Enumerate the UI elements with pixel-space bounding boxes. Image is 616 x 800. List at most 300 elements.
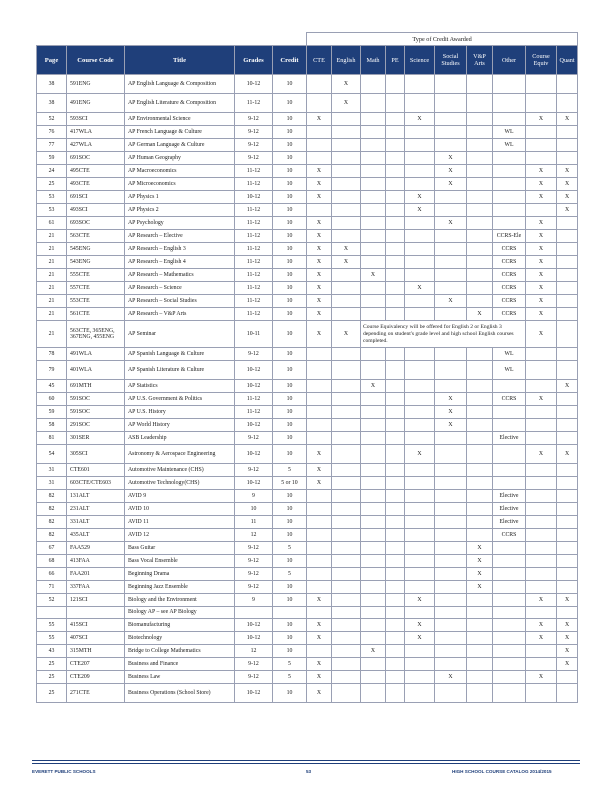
equiv-cell: X — [526, 243, 557, 256]
grades-cell: 9-12 — [235, 581, 273, 594]
table-row — [37, 529, 578, 542]
cte-cell: X — [307, 477, 332, 490]
cte-cell: X — [307, 295, 332, 308]
vp-arts-cell — [467, 406, 493, 419]
code-cell: 331ALT — [67, 516, 125, 529]
quant-cell — [557, 321, 578, 348]
equiv-cell — [526, 529, 557, 542]
title-cell: AP Spanish Language & Culture — [125, 348, 235, 361]
code-cell: 291SOC — [67, 419, 125, 432]
page-cell: 82 — [37, 503, 67, 516]
social-studies-cell — [435, 529, 467, 542]
page-cell: 31 — [37, 477, 67, 490]
vp-arts-cell — [467, 217, 493, 230]
english-cell — [332, 555, 361, 568]
equiv-cell — [526, 432, 557, 445]
science-cell — [405, 295, 435, 308]
page-cell: 21 — [37, 295, 67, 308]
science-cell — [405, 243, 435, 256]
credit-cell: 10 — [273, 516, 307, 529]
pe-cell — [386, 113, 405, 126]
pe-cell — [386, 282, 405, 295]
credit-cell: 10 — [273, 282, 307, 295]
table-row — [37, 152, 578, 165]
cte-cell — [307, 139, 332, 152]
credit-cell: 5 — [273, 671, 307, 684]
page-cell: 21 — [37, 308, 67, 321]
grades-cell: 11-12 — [235, 230, 273, 243]
science-cell — [405, 406, 435, 419]
pe-cell — [386, 594, 405, 607]
quant-cell — [557, 295, 578, 308]
cte-cell — [307, 94, 332, 113]
social-studies-cell — [435, 204, 467, 217]
page-cell: 55 — [37, 619, 67, 632]
table-row — [37, 516, 578, 529]
page-cell: 21 — [37, 269, 67, 282]
title-cell: AP Spanish Literature & Culture — [125, 361, 235, 380]
code-cell: 427WLA — [67, 139, 125, 152]
english-cell — [332, 230, 361, 243]
grades-cell: 11-12 — [235, 393, 273, 406]
english-cell — [332, 445, 361, 464]
grades-cell: 10-12 — [235, 75, 273, 94]
equiv-cell — [526, 503, 557, 516]
social-studies-cell: X — [435, 178, 467, 191]
social-studies-cell — [435, 191, 467, 204]
social-studies-cell — [435, 555, 467, 568]
grades-cell: 9-12 — [235, 671, 273, 684]
pe-cell — [386, 243, 405, 256]
table-row — [37, 432, 578, 445]
math-cell — [361, 529, 386, 542]
social-studies-cell: X — [435, 165, 467, 178]
science-cell — [405, 308, 435, 321]
science-cell: X — [405, 594, 435, 607]
code-cell: 305SCI — [67, 445, 125, 464]
page-cell: 21 — [37, 282, 67, 295]
cte-cell: X — [307, 594, 332, 607]
quant-cell — [557, 490, 578, 503]
social-studies-cell — [435, 684, 467, 703]
quant-cell — [557, 529, 578, 542]
grades-cell: 11-12 — [235, 282, 273, 295]
code-cell: 553CTE — [67, 295, 125, 308]
other-cell — [493, 165, 526, 178]
social-studies-cell — [435, 516, 467, 529]
math-cell — [361, 348, 386, 361]
column-header-course-code: Course Code — [67, 46, 125, 75]
page-cell: 38 — [37, 75, 67, 94]
social-studies-cell — [435, 490, 467, 503]
grades-cell: 10-12 — [235, 684, 273, 703]
grades-cell: 10-12 — [235, 445, 273, 464]
pe-cell — [386, 619, 405, 632]
title-cell: Biology AP – see AP Biology — [125, 607, 235, 619]
table-row — [37, 230, 578, 243]
english-cell — [332, 282, 361, 295]
column-header-course-equiv: Course Equiv — [526, 46, 557, 75]
page-cell: 25 — [37, 178, 67, 191]
english-cell — [332, 632, 361, 645]
cte-cell: X — [307, 191, 332, 204]
credit-cell: 10 — [273, 94, 307, 113]
grades-cell: 9-12 — [235, 658, 273, 671]
math-cell — [361, 113, 386, 126]
quant-cell — [557, 256, 578, 269]
credit-cell: 10 — [273, 406, 307, 419]
credit-cell: 10 — [273, 594, 307, 607]
science-cell — [405, 671, 435, 684]
grades-cell: 11-12 — [235, 295, 273, 308]
other-cell — [493, 671, 526, 684]
english-cell: X — [332, 94, 361, 113]
table-row — [37, 464, 578, 477]
english-cell — [332, 477, 361, 490]
equiv-cell — [526, 684, 557, 703]
credit-cell: 10 — [273, 555, 307, 568]
grades-cell: 9-12 — [235, 542, 273, 555]
pe-cell — [386, 419, 405, 432]
other-cell: CCRS — [493, 256, 526, 269]
vp-arts-cell — [467, 139, 493, 152]
cte-cell: X — [307, 230, 332, 243]
table-row — [37, 632, 578, 645]
pe-cell — [386, 269, 405, 282]
column-header-vp-arts: V&P Arts — [467, 46, 493, 75]
vp-arts-cell: X — [467, 555, 493, 568]
grades-cell: 11-12 — [235, 256, 273, 269]
quant-cell — [557, 94, 578, 113]
page-cell: 77 — [37, 139, 67, 152]
english-cell — [332, 217, 361, 230]
cte-cell — [307, 152, 332, 165]
code-cell: 301SER — [67, 432, 125, 445]
quant-cell — [557, 282, 578, 295]
cte-cell — [307, 432, 332, 445]
math-cell — [361, 282, 386, 295]
code-cell: 691SOC — [67, 152, 125, 165]
english-cell — [332, 361, 361, 380]
grades-cell: 10-12 — [235, 191, 273, 204]
pe-cell — [386, 308, 405, 321]
quant-cell: X — [557, 632, 578, 645]
code-cell: 591ENG — [67, 75, 125, 94]
code-cell: 337FAA — [67, 581, 125, 594]
equiv-cell: X — [526, 230, 557, 243]
vp-arts-cell: X — [467, 308, 493, 321]
grades-cell: 9 — [235, 490, 273, 503]
social-studies-cell — [435, 256, 467, 269]
credit-cell: 10 — [273, 503, 307, 516]
cte-cell — [307, 503, 332, 516]
code-cell: 415SCI — [67, 619, 125, 632]
quant-cell — [557, 139, 578, 152]
science-cell — [405, 529, 435, 542]
quant-cell: X — [557, 445, 578, 464]
grades-cell: 10-12 — [235, 632, 273, 645]
other-cell — [493, 607, 526, 619]
equiv-cell — [526, 568, 557, 581]
math-cell — [361, 419, 386, 432]
table-row — [37, 178, 578, 191]
page-cell: 67 — [37, 542, 67, 555]
code-cell: 131ALT — [67, 490, 125, 503]
english-cell — [332, 295, 361, 308]
quant-cell — [557, 308, 578, 321]
math-cell — [361, 555, 386, 568]
math-cell — [361, 126, 386, 139]
cte-cell — [307, 380, 332, 393]
pe-cell — [386, 529, 405, 542]
science-cell — [405, 126, 435, 139]
science-cell — [405, 230, 435, 243]
title-cell: Bass Guitar — [125, 542, 235, 555]
cte-cell: X — [307, 178, 332, 191]
science-cell — [405, 393, 435, 406]
english-cell — [332, 658, 361, 671]
english-cell — [332, 126, 361, 139]
code-cell: 491WLA — [67, 348, 125, 361]
title-cell: AP Research – Social Studies — [125, 295, 235, 308]
credit-cell: 10 — [273, 348, 307, 361]
quant-cell — [557, 269, 578, 282]
science-cell — [405, 94, 435, 113]
english-cell — [332, 380, 361, 393]
science-cell — [405, 477, 435, 490]
math-cell — [361, 464, 386, 477]
page-cell: 81 — [37, 432, 67, 445]
vp-arts-cell — [467, 75, 493, 94]
other-cell — [493, 542, 526, 555]
grades-cell: 9-12 — [235, 348, 273, 361]
quant-cell: X — [557, 113, 578, 126]
column-header-science: Science — [405, 46, 435, 75]
code-cell: 691MTH — [67, 380, 125, 393]
equiv-cell — [526, 126, 557, 139]
equiv-cell: X — [526, 594, 557, 607]
science-cell — [405, 432, 435, 445]
quant-cell: X — [557, 204, 578, 217]
equiv-cell: X — [526, 308, 557, 321]
title-cell: AP Psychology — [125, 217, 235, 230]
english-cell — [332, 619, 361, 632]
equiv-cell — [526, 645, 557, 658]
cte-cell — [307, 490, 332, 503]
pe-cell — [386, 477, 405, 490]
other-cell — [493, 191, 526, 204]
credit-cell: 10 — [273, 645, 307, 658]
pe-cell — [386, 581, 405, 594]
math-cell: X — [361, 269, 386, 282]
science-cell — [405, 658, 435, 671]
cte-cell — [307, 645, 332, 658]
pe-cell — [386, 645, 405, 658]
page-cell: 66 — [37, 568, 67, 581]
code-cell: 545ENG — [67, 243, 125, 256]
cte-cell — [307, 204, 332, 217]
social-studies-cell — [435, 94, 467, 113]
credit-cell: 10 — [273, 204, 307, 217]
title-cell: Business and Finance — [125, 658, 235, 671]
pe-cell — [386, 555, 405, 568]
page-cell: 58 — [37, 419, 67, 432]
equiv-cell — [526, 419, 557, 432]
title-cell: AP Research – Elective — [125, 230, 235, 243]
grades-cell — [235, 607, 273, 619]
grades-cell: 9-12 — [235, 113, 273, 126]
footer-rule — [32, 760, 580, 761]
code-cell: 315MTH — [67, 645, 125, 658]
grades-cell: 10-12 — [235, 361, 273, 380]
cte-cell: X — [307, 217, 332, 230]
equiv-cell — [526, 406, 557, 419]
math-cell — [361, 445, 386, 464]
title-cell: AP World History — [125, 419, 235, 432]
credit-cell: 10 — [273, 217, 307, 230]
vp-arts-cell — [467, 594, 493, 607]
math-cell — [361, 295, 386, 308]
social-studies-cell — [435, 348, 467, 361]
credit-cell: 10 — [273, 230, 307, 243]
social-studies-cell — [435, 139, 467, 152]
math-cell: X — [361, 380, 386, 393]
grades-cell: 11-12 — [235, 204, 273, 217]
other-cell — [493, 568, 526, 581]
credit-cell: 10 — [273, 191, 307, 204]
code-cell: 435ALT — [67, 529, 125, 542]
footer-catalog-title: HIGH SCHOOL COURSE CATALOG 2014/2015 — [452, 769, 552, 774]
equiv-cell — [526, 139, 557, 152]
pe-cell — [386, 503, 405, 516]
equiv-cell: X — [526, 256, 557, 269]
other-cell — [493, 113, 526, 126]
english-cell — [332, 432, 361, 445]
english-cell — [332, 348, 361, 361]
footer-page-number: 53 — [306, 769, 312, 774]
social-studies-cell — [435, 477, 467, 490]
grades-cell: 10-12 — [235, 619, 273, 632]
page-cell: 52 — [37, 594, 67, 607]
social-studies-cell — [435, 361, 467, 380]
page-cell: 61 — [37, 217, 67, 230]
english-cell — [332, 671, 361, 684]
equiv-cell: X — [526, 393, 557, 406]
credit-cell: 10 — [273, 361, 307, 380]
cte-cell — [307, 568, 332, 581]
vp-arts-cell — [467, 380, 493, 393]
cte-cell: X — [307, 671, 332, 684]
social-studies-cell: X — [435, 406, 467, 419]
credit-cell: 10 — [273, 178, 307, 191]
grades-cell: 10 — [235, 503, 273, 516]
social-studies-cell — [435, 445, 467, 464]
math-cell — [361, 139, 386, 152]
other-cell — [493, 581, 526, 594]
table-row — [37, 380, 578, 393]
credit-cell: 10 — [273, 490, 307, 503]
equiv-cell — [526, 348, 557, 361]
social-studies-cell: X — [435, 671, 467, 684]
title-cell: Beginning Drama — [125, 568, 235, 581]
credit-cell: 10 — [273, 432, 307, 445]
equiv-cell — [526, 581, 557, 594]
title-cell: Automotive Maintenance (CHS) — [125, 464, 235, 477]
cte-cell — [307, 419, 332, 432]
social-studies-cell: X — [435, 295, 467, 308]
page-cell: 71 — [37, 581, 67, 594]
table-row — [37, 191, 578, 204]
vp-arts-cell — [467, 256, 493, 269]
table-row — [37, 94, 578, 113]
english-cell — [332, 419, 361, 432]
science-cell — [405, 75, 435, 94]
english-cell — [332, 568, 361, 581]
science-cell — [405, 139, 435, 152]
vp-arts-cell — [467, 348, 493, 361]
math-cell — [361, 204, 386, 217]
quant-cell — [557, 406, 578, 419]
math-cell — [361, 671, 386, 684]
english-cell — [332, 191, 361, 204]
vp-arts-cell — [467, 477, 493, 490]
social-studies-cell — [435, 658, 467, 671]
code-cell: 563CTE — [67, 230, 125, 243]
grades-cell: 9-12 — [235, 555, 273, 568]
quant-cell — [557, 152, 578, 165]
science-cell — [405, 380, 435, 393]
math-cell — [361, 516, 386, 529]
quant-cell — [557, 432, 578, 445]
quant-cell — [557, 75, 578, 94]
table-row — [37, 126, 578, 139]
table-row — [37, 658, 578, 671]
vp-arts-cell — [467, 269, 493, 282]
math-cell — [361, 503, 386, 516]
vp-arts-cell — [467, 243, 493, 256]
cte-cell: X — [307, 243, 332, 256]
science-cell — [405, 348, 435, 361]
title-cell: AP Research – English 4 — [125, 256, 235, 269]
footer-rule-2 — [32, 763, 580, 764]
table-row — [37, 308, 578, 321]
science-cell: X — [405, 191, 435, 204]
equiv-cell: X — [526, 178, 557, 191]
equiv-cell — [526, 542, 557, 555]
code-cell: 693SOC — [67, 217, 125, 230]
title-cell: AP Physics 1 — [125, 191, 235, 204]
quant-cell — [557, 607, 578, 619]
cte-cell — [307, 542, 332, 555]
quant-cell: X — [557, 645, 578, 658]
math-cell — [361, 256, 386, 269]
quant-cell — [557, 361, 578, 380]
pe-cell — [386, 191, 405, 204]
vp-arts-cell — [467, 632, 493, 645]
page-cell: 31 — [37, 464, 67, 477]
equiv-cell: X — [526, 282, 557, 295]
english-cell — [332, 503, 361, 516]
code-cell: 495CTE — [67, 165, 125, 178]
other-cell — [493, 645, 526, 658]
other-cell — [493, 555, 526, 568]
column-header-pe: PE — [386, 46, 405, 75]
social-studies-cell — [435, 594, 467, 607]
column-header-quant: Quant — [557, 46, 578, 75]
equiv-cell: X — [526, 619, 557, 632]
grades-cell: 9-12 — [235, 432, 273, 445]
other-cell: CCRS — [493, 393, 526, 406]
